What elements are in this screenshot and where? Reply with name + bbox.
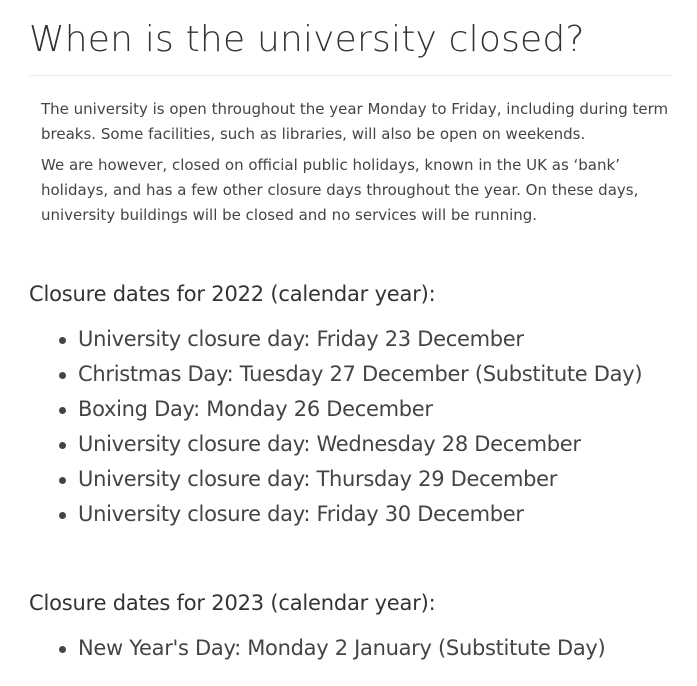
list-item-text: University closure day: Wednesday 28 December (78, 432, 581, 456)
bullet-icon (59, 407, 66, 414)
list-item-text: Boxing Day: Monday 26 December (78, 397, 433, 421)
bullet-icon (59, 646, 66, 653)
bullet-icon (59, 512, 66, 519)
list-item-text: University closure day: Friday 30 December (78, 502, 524, 526)
section-heading-2023: Closure dates for 2023 (calendar year): (29, 591, 436, 615)
intro-text (41, 97, 681, 228)
intro-paragraph: We are however, closed on official public holidays, known in the UK as ‘bank’ holidays, and has a few other closure days throughout the year. On these days, university buildings will be closed and no services will be running. (41, 156, 639, 224)
closure-list-2022 (57, 322, 687, 532)
list-item (57, 392, 687, 427)
list-item (57, 497, 687, 532)
list-item (57, 322, 687, 357)
list-item-text: University closure day: Friday 23 December (78, 327, 524, 351)
closure-list-2023 (57, 631, 687, 666)
bullet-icon (59, 337, 66, 344)
list-item-text: Christmas Day: Tuesday 27 December (Substitute Day) (78, 362, 643, 386)
section-heading-2022: Closure dates for 2022 (calendar year): (29, 282, 436, 306)
list-item-text: New Year's Day: Monday 2 January (Substitute Day) (78, 636, 606, 660)
list-item (57, 427, 687, 462)
bullet-icon (59, 477, 66, 484)
list-item (57, 357, 687, 392)
intro-paragraph: The university is open throughout the year Monday to Friday, including during term breaks. Some facilities, such as libraries, will also be open on weekends. (41, 100, 669, 143)
page-title: When is the university closed? (29, 19, 585, 60)
bullet-icon (59, 442, 66, 449)
title-divider (29, 75, 672, 76)
list-item (57, 462, 687, 497)
list-item (57, 631, 687, 666)
bullet-icon (59, 372, 66, 379)
list-item-text: University closure day: Thursday 29 December (78, 467, 558, 491)
